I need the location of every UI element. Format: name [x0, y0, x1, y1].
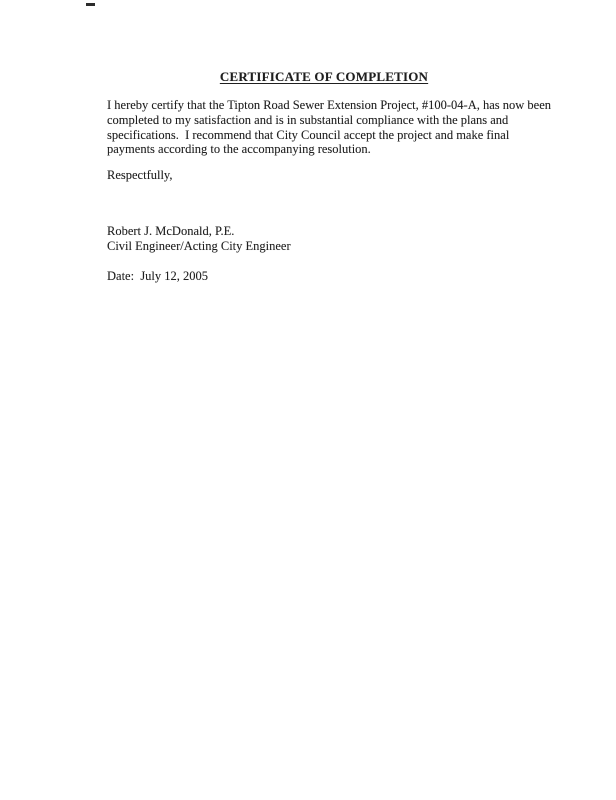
- body-line: payments according to the accompanying resolution.: [107, 142, 371, 157]
- body-line: specifications. I recommend that City Council accept the project and make final: [107, 127, 510, 142]
- signature-block: [107, 224, 547, 254]
- scan-artifact-dash: [86, 3, 95, 6]
- body-line: I hereby certify that the Tipton Road Sewer Extension Project, #100-04-A, has now been: [107, 98, 552, 112]
- closing-salutation: Respectfully,: [107, 168, 173, 182]
- body-line: completed to my satisfaction and is in substantial compliance with the plans and: [107, 112, 509, 127]
- signer-name: Robert J. McDonald, P.E.: [107, 224, 235, 238]
- body-paragraph: [107, 98, 552, 157]
- signer-title: Civil Engineer/Acting City Engineer: [107, 239, 291, 253]
- document-title: CERTIFICATE OF COMPLETION: [219, 69, 429, 84]
- date-line: Date: July 12, 2005: [107, 269, 209, 283]
